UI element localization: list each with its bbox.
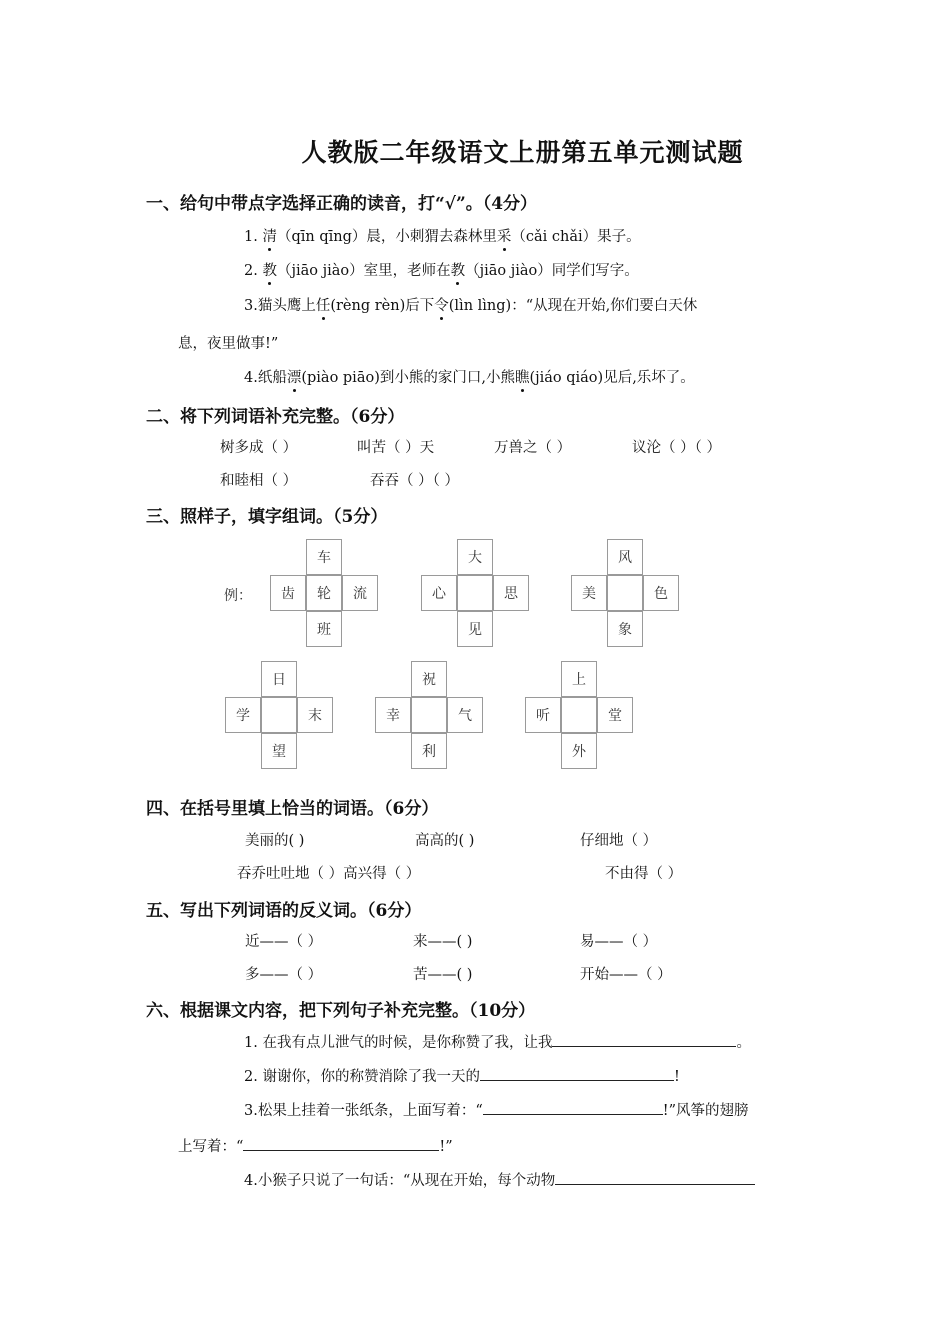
cross-cell-top: 车: [306, 539, 342, 575]
s5-item: 来——( ): [413, 934, 473, 950]
s4-item: 不由得（ ）: [605, 866, 683, 882]
cross-cell-center[interactable]: [261, 697, 297, 733]
cross-cell-center[interactable]: [457, 575, 493, 611]
s4-item: 高高的( ): [415, 833, 475, 849]
cross-cell-right: 堂: [597, 697, 633, 733]
s6-line-2: 2. 谢谢你，你的称赞消除了我一天的 !: [244, 1065, 680, 1086]
section-5-heading: 五、写出下列词语的反义词。（6分）: [146, 901, 422, 921]
s5-item: 苦——( ): [413, 967, 473, 983]
cross-cell-right: 色: [643, 575, 679, 611]
s2-item: 树多成（ ）: [220, 440, 298, 456]
s1-line-1: 1. 清（qīn qīng）晨，小刺猬去森林里采（cǎi chǎi）果子。: [244, 229, 641, 245]
cross-cell-center[interactable]: [561, 697, 597, 733]
fill-blank[interactable]: [555, 1170, 755, 1185]
s2-item: 议沦（ ）（ ）: [632, 440, 721, 456]
cross-cell-left: 学: [225, 697, 261, 733]
cross-cell-left: 心: [421, 575, 457, 611]
cross-cell-top: 上: [561, 661, 597, 697]
s1-line-2: 2. 教（jiāo jiào）室里，老师在教（jiāo jiào）同学们写字。: [244, 263, 639, 279]
s2-item: 吞吞（ ）（ ）: [370, 473, 459, 489]
section-6-heading: 六、根据课文内容，把下列句子补充完整。（10分）: [146, 1001, 536, 1021]
cross-cell-bottom: 象: [607, 611, 643, 647]
cross-cell-left: 齿: [270, 575, 306, 611]
cross-cell-right: 末: [297, 697, 333, 733]
s2-item: 和睦相（ ）: [220, 473, 298, 489]
cross-cell-bottom: 外: [561, 733, 597, 769]
cross-cell-top: 日: [261, 661, 297, 697]
s2-item: 叫苦（ ）天: [357, 440, 435, 456]
cross-cell-center[interactable]: [411, 697, 447, 733]
s6-line-3: 3.松果上挂着一张纸条，上面写着：“ !”风筝的翅膀: [244, 1099, 749, 1120]
page-title: 人教版二年级语文上册第五单元测试题: [301, 138, 744, 167]
cross-cell-top: 祝: [411, 661, 447, 697]
s5-item: 开始——（ ）: [580, 967, 672, 983]
s6-line-3-cont: 上写着：“ !”: [178, 1135, 453, 1156]
example-label: 例：: [224, 588, 252, 604]
cross-cell-right: 流: [342, 575, 378, 611]
fill-blank[interactable]: [483, 1100, 663, 1115]
fill-blank[interactable]: [480, 1066, 674, 1081]
cross-cell-bottom: 望: [261, 733, 297, 769]
s1-line-3-cont: 息，夜里做事!”: [178, 336, 279, 352]
section-2-heading: 二、将下列词语补充完整。（6分）: [146, 407, 405, 427]
cross-cell-center[interactable]: [607, 575, 643, 611]
cross-cell-center: 轮: [306, 575, 342, 611]
section-4-heading: 四、在括号里填上恰当的词语。（6分）: [146, 799, 439, 819]
s6-line-1: 1. 在我有点儿泄气的时候，是你称赞了我，让我 。: [244, 1031, 751, 1052]
cross-cell-bottom: 见: [457, 611, 493, 647]
section-1-heading: 一、给句中带点字选择正确的读音，打“√”。（4分）: [146, 194, 538, 214]
cross-cell-top: 风: [607, 539, 643, 575]
cross-cell-right: 气: [447, 697, 483, 733]
s5-item: 近——（ ）: [245, 934, 323, 950]
section-3-heading: 三、照样子，填字组词。（5分）: [146, 507, 388, 527]
s4-item: 吞乔吐吐地（ ）高兴得（ ）: [237, 866, 421, 882]
s2-item: 万兽之（ ）: [494, 440, 572, 456]
fill-blank[interactable]: [552, 1032, 736, 1047]
cross-cell-left: 幸: [375, 697, 411, 733]
cross-cell-left: 听: [525, 697, 561, 733]
s5-item: 多——（ ）: [245, 967, 323, 983]
s1-line-4: 4.纸船漂(piào piāo)到小熊的家门口,小熊瞧(jiáo qiáo)见后,乐坏了。: [244, 370, 695, 386]
cross-cell-left: 美: [571, 575, 607, 611]
fill-blank[interactable]: [243, 1136, 439, 1151]
s4-item: 仔细地（ ）: [580, 833, 658, 849]
cross-cell-right: 思: [493, 575, 529, 611]
s5-item: 易——（ ）: [580, 934, 658, 950]
cross-cell-bottom: 班: [306, 611, 342, 647]
cross-cell-bottom: 利: [411, 733, 447, 769]
s6-line-4: 4.小猴子只说了一句话：“从现在开始，每个动物: [244, 1169, 755, 1190]
s1-line-3: 3.猫头鹰上任(rèng rèn)后下令(lìn lìng)：“从现在开始,你们要白天休: [244, 298, 698, 314]
cross-cell-top: 大: [457, 539, 493, 575]
s4-item: 美丽的( ): [245, 833, 305, 849]
